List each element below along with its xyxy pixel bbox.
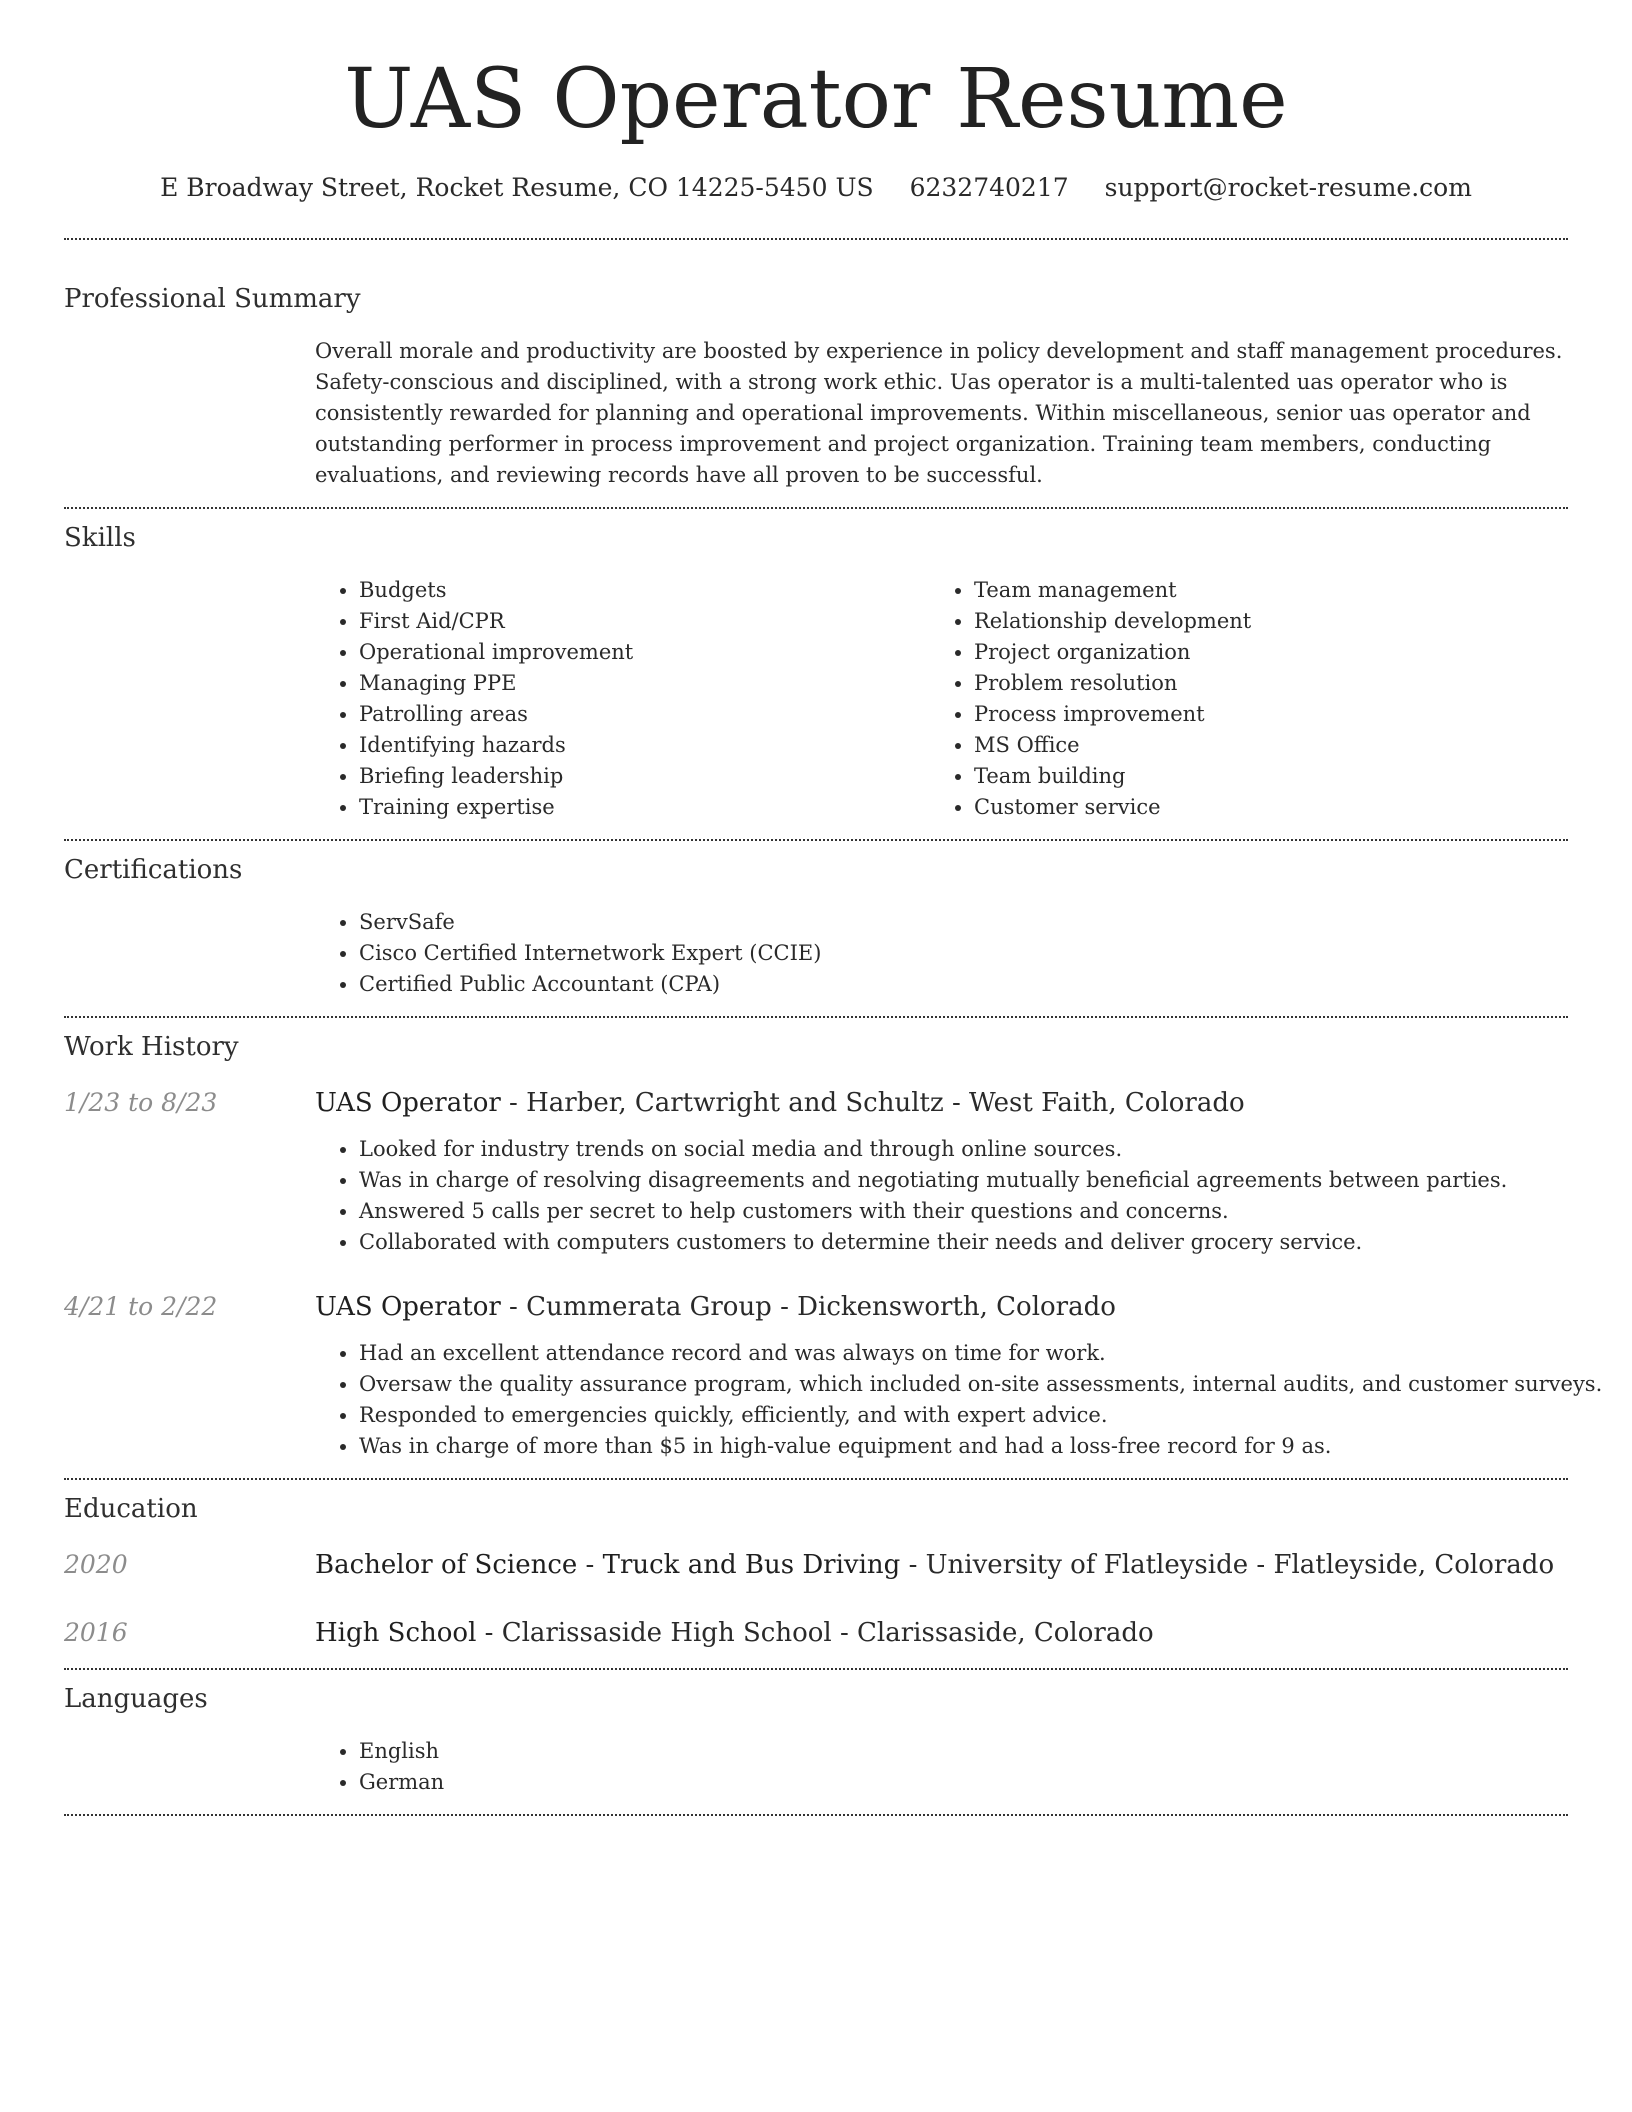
section-divider <box>64 1814 1568 1816</box>
certification-item: • ServSafe <box>359 907 1568 938</box>
certifications-heading: Certifications <box>64 855 243 885</box>
job-title: UAS Operator <box>315 1292 501 1322</box>
summary-text: Overall morale and productivity are boosted by experience in policy development and staff management procedures. Safety-conscious and disciplined, with a strong work ethic. Uas operator is a multi-talented uas operator who is consistently rewarded for planning and operational improvements. Within miscellaneous, senior uas operator and outstanding performer in process improvement and project organization. Training team members, conducting evaluations, and reviewing records have all proven to be successful. <box>315 339 1563 487</box>
job-entry-header <box>64 1086 1568 1120</box>
education-heading-line: Bachelor of Science - Truck and Bus Driving - University of Flatleyside - Flatleyside, Colorado <box>315 1550 1555 1580</box>
skills-list-right <box>930 575 1545 823</box>
job-bullet: • Was in charge of more than $5 in high-value equipment and had a loss-free record for 9 as. <box>359 1431 1568 1462</box>
work-history-section <box>64 1030 1603 1462</box>
skill-item: • Budgets <box>359 575 930 606</box>
skill-item: • Process improvement <box>974 699 1545 730</box>
skill-item: • Customer service <box>974 792 1545 823</box>
skills-columns <box>315 575 1568 823</box>
skills-column-right <box>930 575 1545 823</box>
job-bullet: • Collaborated with computers customers to determine their needs and deliver grocery service. <box>359 1227 1568 1258</box>
contact-email: support@rocket-resume.com <box>1104 173 1472 202</box>
section-divider <box>64 507 1568 509</box>
certification-item: • Certified Public Accountant (CPA) <box>359 969 1568 1000</box>
skill-item: • Team management <box>974 575 1545 606</box>
job-details <box>315 1338 1603 1462</box>
resume-page <box>64 0 1603 1816</box>
skill-item: • Training expertise <box>359 792 930 823</box>
education-degree: Bachelor of Science <box>315 1550 578 1580</box>
job-bullet: • Oversaw the quality assurance program, which included on-site assessments, internal audits, and customer surveys. <box>359 1369 1568 1400</box>
education-location: Clarissaside, Colorado <box>857 1618 1154 1648</box>
certifications-body <box>315 907 1568 1000</box>
skills-section <box>64 521 1568 823</box>
education-section <box>64 1492 1568 1650</box>
education-entry <box>64 1616 1568 1650</box>
job-bullet: • Looked for industry trends on social media and through online sources. <box>359 1134 1568 1165</box>
job-dates: 4/21 to 2/22 <box>64 1292 218 1321</box>
skill-item: • First Aid/CPR <box>359 606 930 637</box>
job-location: West Faith, Colorado <box>969 1088 1245 1118</box>
education-degree: High School <box>315 1618 477 1648</box>
certification-item: • Cisco Certified Internetwork Expert (CCIE) <box>359 938 1568 969</box>
education-location: Flatleyside, Colorado <box>1273 1550 1555 1580</box>
job-bullet-list <box>315 1338 1603 1462</box>
job-bullet: • Answered 5 calls per secret to help customers with their questions and concerns. <box>359 1196 1568 1227</box>
section-divider <box>64 1478 1568 1480</box>
job-company: Harber, Cartwright and Schultz <box>526 1088 944 1118</box>
job-entry-header <box>64 1290 1568 1324</box>
job-bullet: • Responded to emergencies quickly, efficiently, and with expert advice. <box>359 1400 1568 1431</box>
work-history-heading: Work History <box>64 1032 239 1062</box>
skill-item: • Operational improvement <box>359 637 930 668</box>
summary-heading: Professional Summary <box>64 284 361 314</box>
skill-item: • Project organization <box>974 637 1545 668</box>
contact-address: E Broadway Street, Rocket Resume, CO 14225-5450 US <box>160 173 874 202</box>
languages-body <box>315 1736 1568 1798</box>
education-year: 2016 <box>64 1618 128 1647</box>
skill-item: • Briefing leadership <box>359 761 930 792</box>
section-divider <box>64 1668 1568 1670</box>
skill-item: • Managing PPE <box>359 668 930 699</box>
section-divider <box>64 839 1568 841</box>
skills-list-left <box>315 575 930 823</box>
section-divider <box>64 1016 1568 1018</box>
skill-item: • Problem resolution <box>974 668 1545 699</box>
skill-item: • Relationship development <box>974 606 1545 637</box>
skill-item: • Identifying hazards <box>359 730 930 761</box>
resume-title: UAS Operator Resume <box>344 52 1288 147</box>
job-heading: UAS Operator - Harber, Cartwright and Schultz - West Faith, Colorado <box>315 1088 1245 1118</box>
languages-section <box>64 1682 1568 1798</box>
job-heading: UAS Operator - Cummerata Group - Dickensworth, Colorado <box>315 1292 1116 1322</box>
languages-list <box>315 1736 1568 1798</box>
job-details <box>315 1134 1568 1258</box>
job-dates: 1/23 to 8/23 <box>64 1088 218 1117</box>
job-location: Dickensworth, Colorado <box>797 1292 1116 1322</box>
education-heading-line: High School - Clarissaside High School - Clarissaside, Colorado <box>315 1618 1154 1648</box>
languages-heading: Languages <box>64 1684 208 1714</box>
education-heading: Education <box>64 1494 198 1524</box>
skill-item: • Team building <box>974 761 1545 792</box>
language-item: • English <box>359 1736 1568 1767</box>
skills-column-left <box>315 575 930 823</box>
job-bullet-list <box>315 1134 1568 1258</box>
education-entry <box>64 1548 1568 1582</box>
job-company: Cummerata Group <box>526 1292 772 1322</box>
skill-item: • MS Office <box>974 730 1545 761</box>
skills-heading: Skills <box>64 523 136 553</box>
certifications-section <box>64 853 1568 1000</box>
section-divider <box>64 238 1568 240</box>
contact-phone: 6232740217 <box>909 173 1069 202</box>
job-title: UAS Operator <box>315 1088 501 1118</box>
job-bullet: • Had an excellent attendance record and was always on time for work. <box>359 1338 1568 1369</box>
skill-item: • Patrolling areas <box>359 699 930 730</box>
language-item: • German <box>359 1767 1568 1798</box>
summary-body <box>315 336 1568 491</box>
education-school: University of Flatleyside <box>925 1550 1249 1580</box>
certifications-list <box>315 907 1568 1000</box>
education-field: Truck and Bus Driving <box>602 1550 901 1580</box>
contact-line <box>64 172 1568 204</box>
education-school: Clarissaside High School <box>501 1618 832 1648</box>
job-bullet: • Was in charge of resolving disagreements and negotiating mutually beneficial agreements between parties. <box>359 1165 1568 1196</box>
summary-section <box>64 282 1568 491</box>
education-year: 2020 <box>64 1550 128 1579</box>
